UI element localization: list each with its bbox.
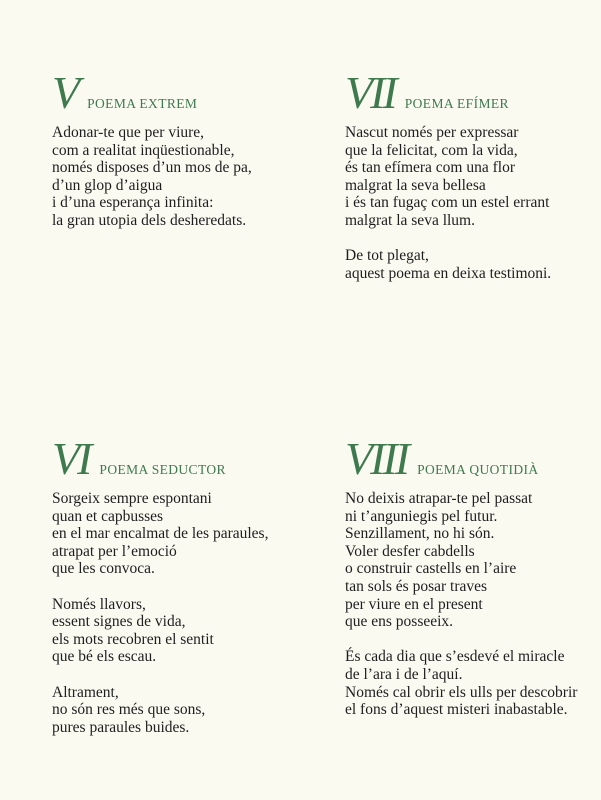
poem-line: quan et capbusses [52, 507, 164, 525]
poem-line: no són res més que sons, [52, 701, 206, 719]
poem-line: que ens posseeix. [345, 613, 454, 631]
poem-header [52, 433, 312, 484]
poem-line: de l’ara i de l’aquí. [345, 665, 463, 683]
poem-line: tan sols és posar traves [345, 577, 488, 595]
poem-body [345, 490, 601, 719]
poem-line: com a realitat inqüestionable, [52, 141, 235, 159]
poem-line: aquest poema en deixa testimoni. [345, 264, 552, 282]
poem-line: Altrament, [52, 683, 119, 701]
poem-line: només disposes d’un mos de pa, [52, 159, 252, 177]
poem-line: en el mar encalmat de les paraules, [52, 525, 269, 543]
poem-line: els mots recobren el sentit [52, 630, 214, 648]
poem-body [52, 124, 312, 230]
poem-viii [345, 433, 601, 736]
poem-stanza [52, 684, 312, 737]
poem-body [345, 124, 601, 282]
poem-line: o construir castells en l’aire [345, 560, 517, 578]
poem-line: pures paraules buides. [52, 718, 190, 736]
poem-body [52, 490, 312, 736]
poem-line: Senzillament, no hi són. [345, 525, 495, 543]
poem-line: que bé els escau. [52, 648, 157, 666]
poem-header [52, 67, 312, 118]
poem-stanza [52, 596, 312, 666]
poem-line: que les convoca. [52, 560, 155, 578]
poem-line: De tot plegat, [345, 247, 429, 265]
poem-line: ni t’anguniegis pel futur. [345, 507, 498, 525]
poem-line: és tan efímera com una flor [345, 159, 515, 177]
poem-v [52, 67, 312, 247]
poem-line: No deixis atrapar-te pel passat [345, 490, 533, 507]
poem-line: És cada dia que s’esdevé el miracle [345, 648, 565, 666]
poem-stanza [345, 247, 601, 282]
poem-stanza [345, 648, 601, 718]
poem-numeral: VIII [345, 433, 408, 484]
poem-line: i d’una esperança infinita: [52, 194, 214, 212]
poem-line: Només llavors, [52, 595, 146, 613]
poem-line: Només cal obrir els ulls per descobrir [345, 683, 578, 701]
poem-line: el fons d’aquest misteri inabastable. [345, 701, 568, 719]
poem-vi [52, 433, 312, 754]
poem-vii [345, 67, 601, 300]
poem-line: malgrat la seva llum. [345, 211, 475, 229]
poem-numeral: VI [52, 433, 90, 484]
poem-line: Sorgeix sempre espontani [52, 490, 212, 507]
poem-stanza [52, 490, 312, 578]
poem-numeral: V [52, 67, 78, 118]
poem-title: POEMA EFÍMER [404, 96, 509, 111]
poem-line: essent signes de vida, [52, 613, 186, 631]
poem-header [345, 67, 601, 118]
poem-line: Nascut només per expressar [345, 124, 519, 141]
poem-line: que la felicitat, com la vida, [345, 141, 518, 159]
poem-stanza [52, 124, 312, 230]
poem-numeral: VII [345, 67, 395, 118]
poem-line: per viure en el present [345, 595, 483, 613]
poem-line: malgrat la seva bellesa [345, 176, 486, 194]
poem-stanza [345, 124, 601, 230]
poem-line: i és tan fugaç com un estel errant [345, 194, 550, 212]
poem-title: POEMA QUOTIDIÀ [417, 462, 539, 477]
poem-header [345, 433, 601, 484]
poem-line: la gran utopia dels desheredats. [52, 211, 247, 229]
poem-line: Voler desfer cabdells [345, 542, 475, 560]
poem-stanza [345, 490, 601, 631]
poem-title: POEMA SEDUCTOR [99, 462, 226, 477]
poem-title: POEMA EXTREM [87, 96, 198, 111]
poem-line: Adonar-te que per viure, [52, 124, 205, 141]
poem-line: atrapat per l’emoció [52, 542, 177, 560]
poem-line: d’un glop d’aigua [52, 176, 163, 194]
